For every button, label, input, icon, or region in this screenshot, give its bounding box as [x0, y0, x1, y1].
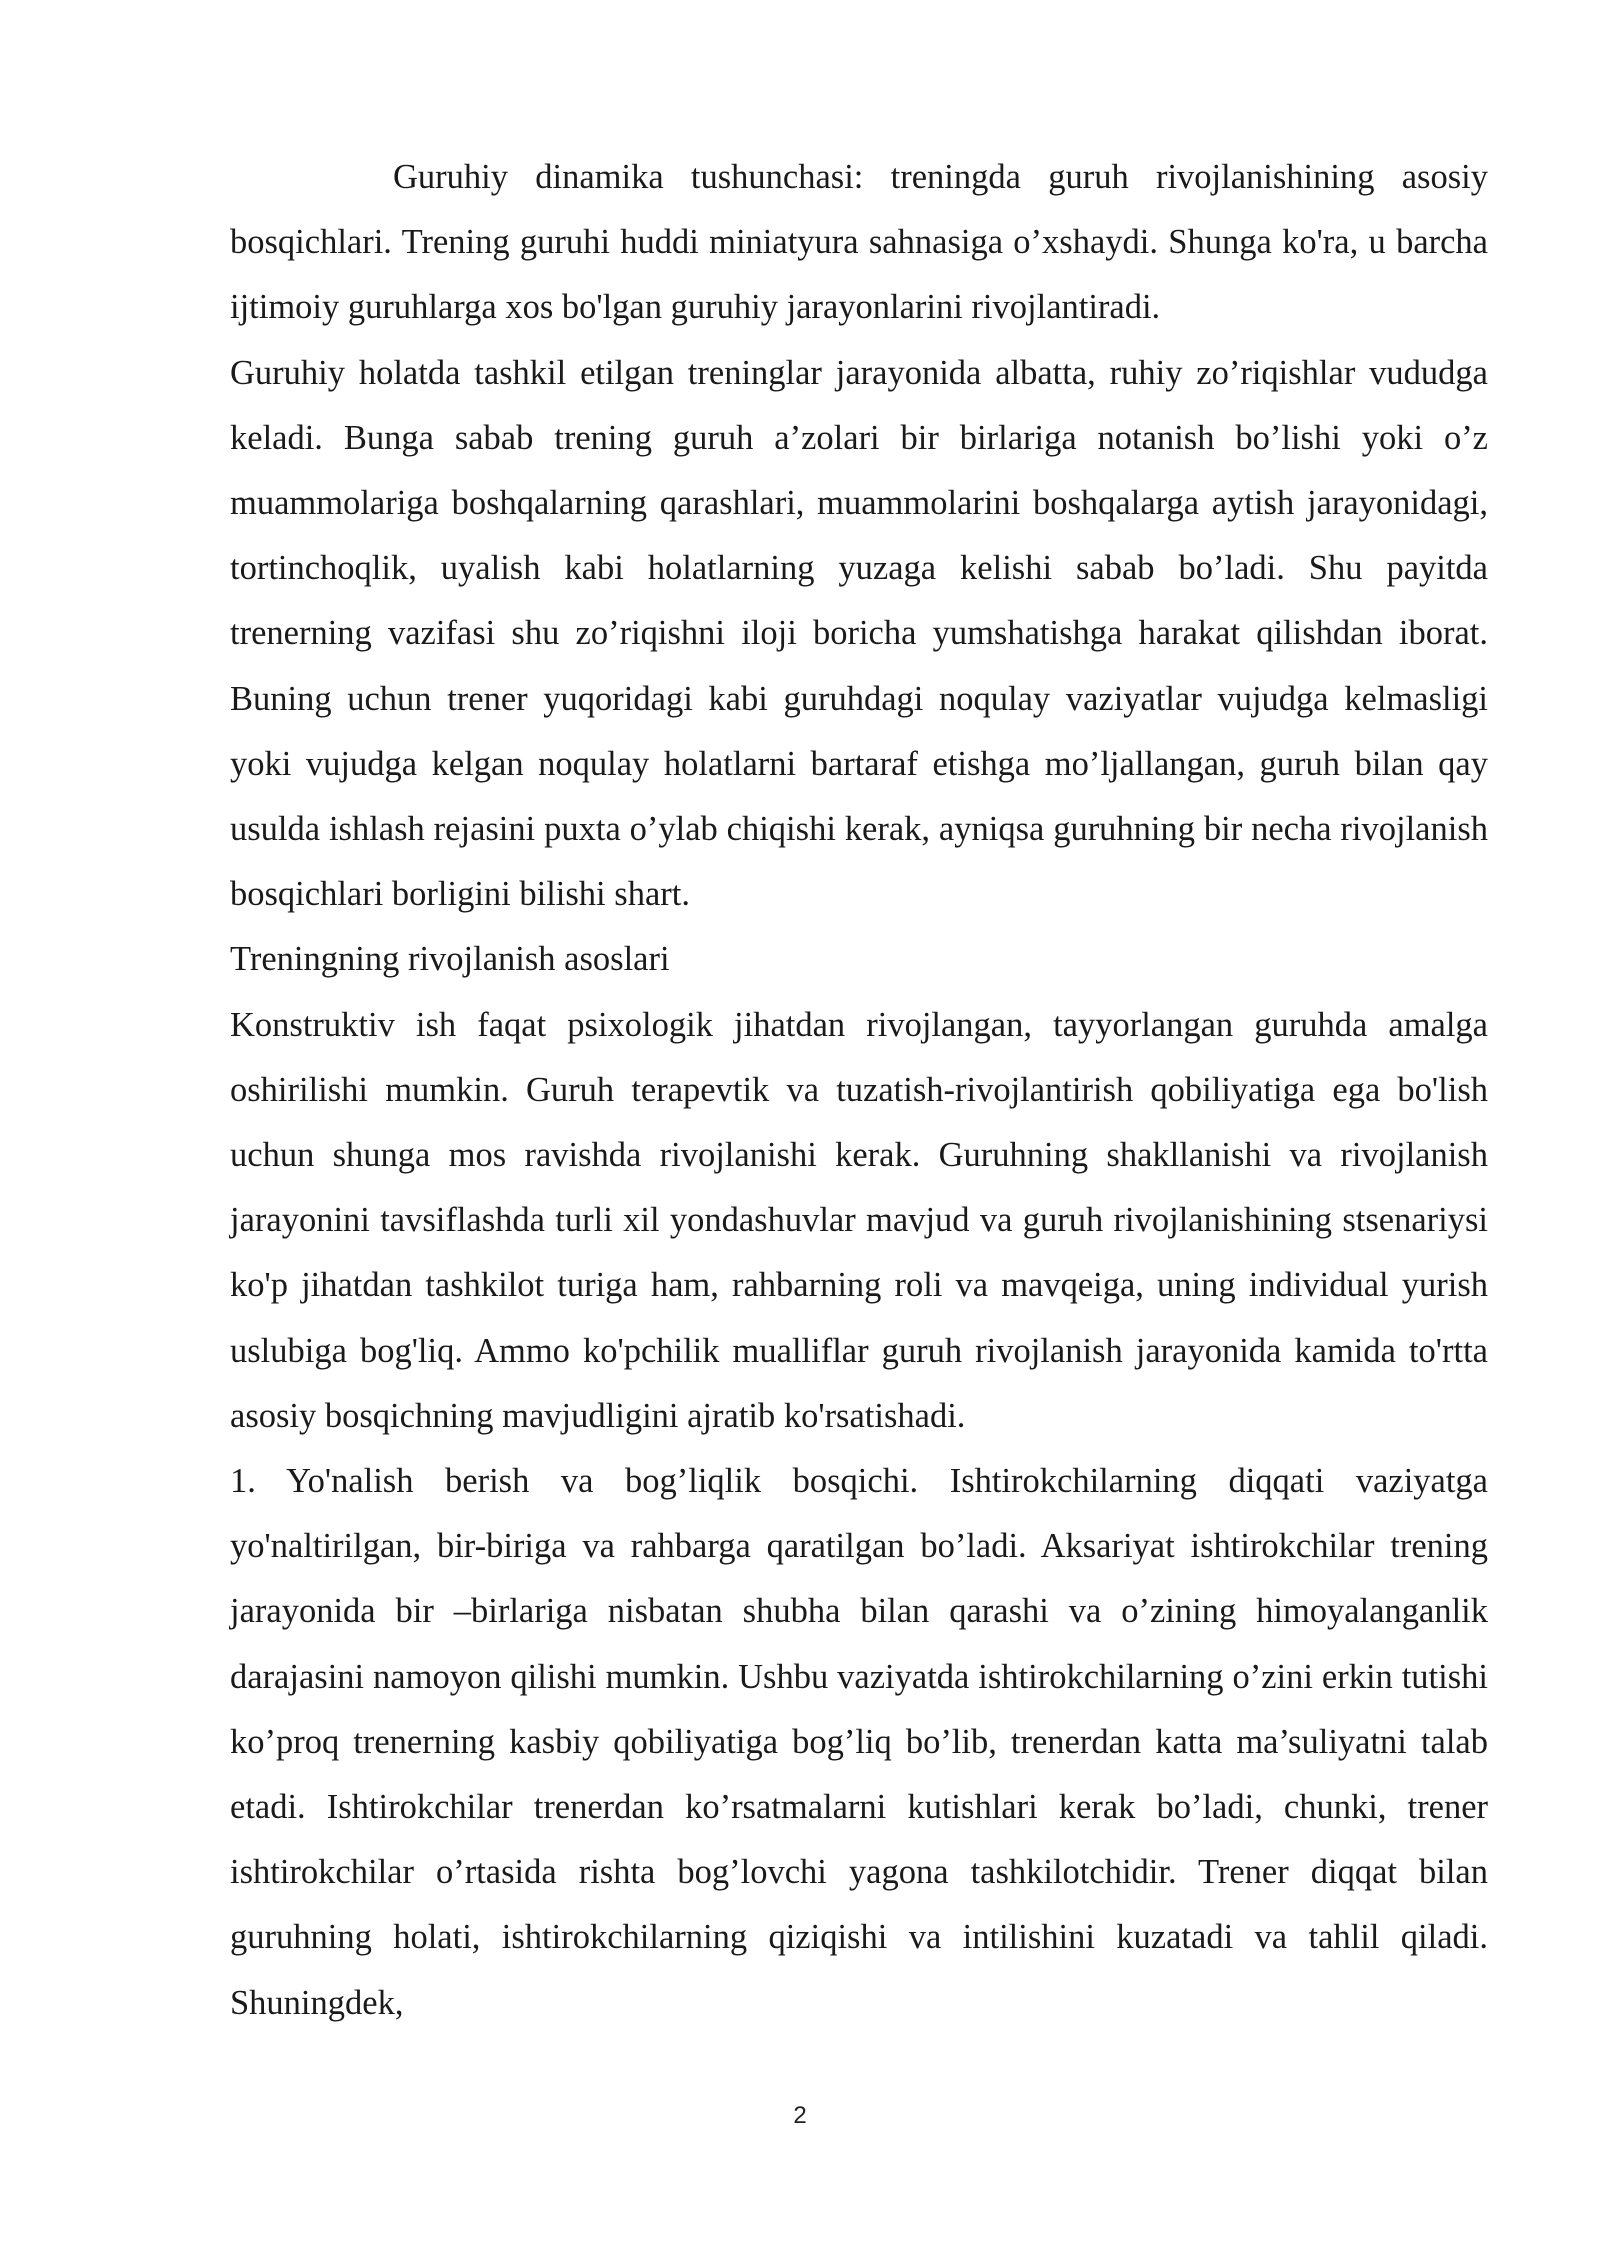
document-body — [230, 145, 1488, 2036]
page-number: 2 — [793, 2102, 807, 2129]
paragraph-stage-one: 1. Yo'nalish berish va bog’liqlik bosqichi. Ishtirokchilarning diqqati vaziyatga yo'naltirilgan, bir-biriga va rahbarga qaratilgan bo’ladi. Aksariyat ishtirokchilar trening jarayonida bir –birlariga nisbatan shubha bilan qarashi va o’zining himoyalanganlik darajasini namoyon qilishi mumkin. Ushbu vaziyatda ishtirokchilarning o’zini erkin tutishi ko’proq trenerning kasbiy qobiliyatiga bog’liq bo’lib, trenerdan katta ma’suliyatni talab etadi. Ishtirokchilar trenerdan ko’rsatmalarni kutishlari kerak bo’ladi, chunki, trener ishtirokchilar o’rtasida rishta bog’lovchi yagona tashkilotchidir. Trener diqqat bilan guruhning holati, ishtirokchilarning qiziqishi va intilishini kuzatadi va tahlil qiladi. Shuningdek, — [230, 1462, 1488, 2022]
paragraph-tension: Guruhiy holatda tashkil etilgan treninglar jarayonida albatta, ruhiy zo’riqishlar vududga keladi. Bunga sabab trening guruh a’zolari bir birlariga notanish bo’lishi yoki o’z muammolariga boshqalarning qarashlari, muammolarini boshqalarga aytish jarayonidagi, tortinchoqlik, uyalish kabi holatlarning yuzaga kelishi sabab bo’ladi. Shu payitda trenerning vazifasi shu zo’riqishni iloji boricha yumshatishga harakat qilishdan iborat. Buning uchun trener yuqoridagi kabi guruhdagi noqulay vaziyatlar vujudga kelmasligi yoki vujudga kelgan noqulay holatlarni bartaraf etishga mo’ljallangan, guruh bilan qay usulda ishlash rejasini puxta o’ylab chiqishi kerak, ayniqsa guruhning bir necha rivojlanish bosqichlari borligini bilishi shart. — [230, 353, 1488, 914]
paragraph-intro: Guruhiy dinamika tushunchasi: treningda guruh rivojlanishining asosiy bosqichlari. Trening guruhi huddi miniatyura sahnasiga o’xshaydi. Shunga ko'ra, u barcha ijtimoiy guruhlarga xos bo'lgan guruhiy jarayonlarini rivojlantiradi. — [230, 158, 1488, 327]
paragraph-development: Konstruktiv ish faqat psixologik jihatdan rivojlangan, tayyorlangan guruhda amalga oshirilishi mumkin. Guruh terapevtik va tuzatish-rivojlantirish qobiliyatiga ega bo'lish uchun shunga mos ravishda rivojlanishi kerak. Guruhning shakllanishi va rivojlanish jarayonini tavsiflashda turli xil yondashuvlar mavjud va guruh rivojlanishining stsenariysi ko'p jihatdan tashkilot turiga ham, rahbarning roli va mavqeiga, uning individual yurish uslubiga bog'liq. Ammo ko'pchilik mualliflar guruh rivojlanish jarayonida kamida to'rtta asosiy bosqichning mavjudligini ajratib ko'rsatishadi. — [230, 1005, 1488, 1435]
section-heading: Treningning rivojlanish asoslari — [230, 940, 670, 979]
